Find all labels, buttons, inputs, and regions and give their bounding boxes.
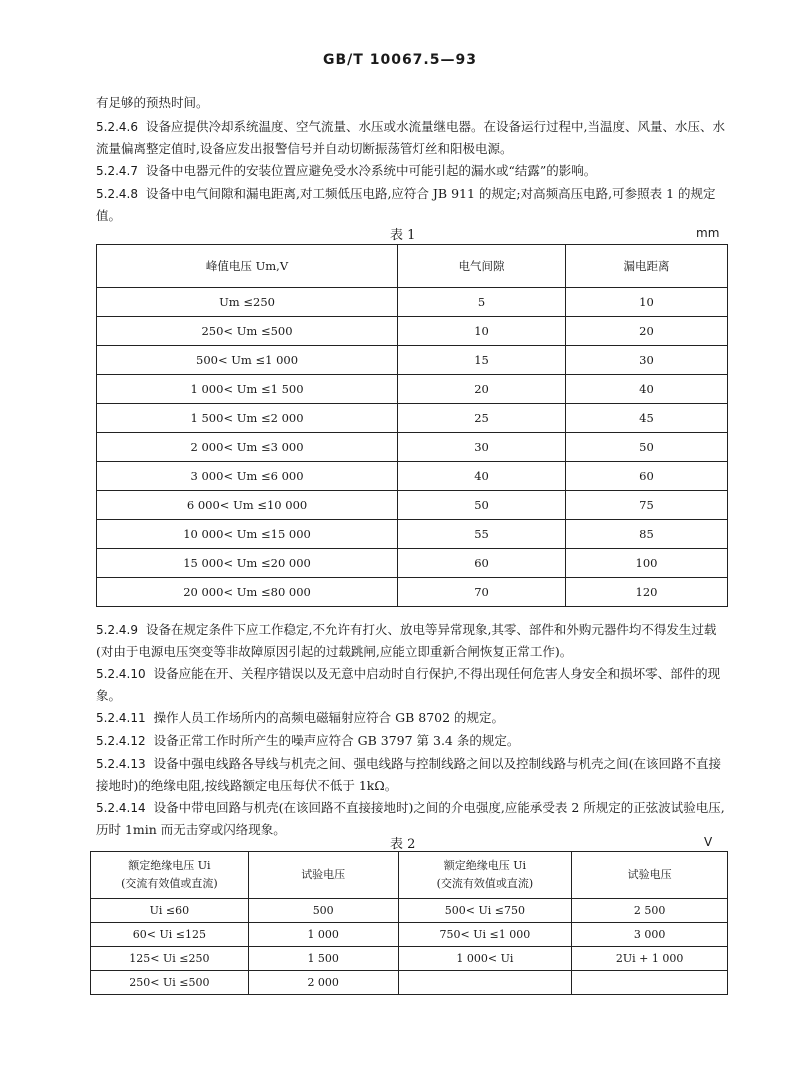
column-header	[398, 852, 572, 899]
table-cell: 500	[248, 899, 398, 923]
column-header: 峰值电压 Um,V	[97, 245, 398, 288]
table2-unit: V	[704, 835, 713, 849]
clause-text: 设备中带电回路与机壳(在该回路不直接接地时)之间的介电强度,应能承受表 2 所规定的正弦波试验电压,历时 1min 而无击穿或闪络现象。	[96, 800, 725, 837]
table-cell: 250< Ui ≤500	[91, 971, 249, 995]
table-cell: 50	[398, 491, 566, 520]
column-header: 试验电压	[248, 852, 398, 899]
clause-text: 设备正常工作时所产生的噪声应符合 GB 3797 第 3.4 条的规定。	[153, 733, 520, 748]
header-line: (交流有效值或直流)	[436, 877, 534, 890]
clause-5-2-4-10	[96, 663, 728, 707]
table-cell	[398, 971, 572, 995]
table-cell: 2 500	[572, 899, 728, 923]
table-row	[97, 578, 728, 607]
clause-number: 5.2.4.6	[96, 120, 138, 134]
table-cell: 45	[565, 404, 727, 433]
table-row	[91, 923, 728, 947]
clause-5-2-4-13	[96, 753, 728, 797]
table-row	[91, 899, 728, 923]
table-row	[91, 971, 728, 995]
table-cell: 1 500< Um ≤2 000	[97, 404, 398, 433]
table-cell: 500< Ui ≤750	[398, 899, 572, 923]
clause-5-2-4-9	[96, 619, 728, 663]
table-cell: 60	[565, 462, 727, 491]
table-row	[97, 404, 728, 433]
clause-text: 设备中电器元件的安装位置应避免受水冷系统中可能引起的漏水或“结露”的影响。	[145, 163, 597, 178]
table-cell: 120	[565, 578, 727, 607]
table-cell: 3 000	[572, 923, 728, 947]
table-cell: 250< Um ≤500	[97, 317, 398, 346]
clearance-table	[96, 244, 728, 607]
table-row	[97, 549, 728, 578]
table-cell: 1 000< Ui	[398, 947, 572, 971]
column-header: 试验电压	[572, 852, 728, 899]
table-cell: 20 000< Um ≤80 000	[97, 578, 398, 607]
clause-text: 操作人员工作场所内的高频电磁辐射应符合 GB 8702 的规定。	[153, 710, 505, 725]
column-header: 漏电距离	[565, 245, 727, 288]
table-cell: 55	[398, 520, 566, 549]
table-cell: 15 000< Um ≤20 000	[97, 549, 398, 578]
table-cell: 1 000< Um ≤1 500	[97, 375, 398, 404]
table-row	[97, 520, 728, 549]
table-header-row	[97, 245, 728, 288]
table-row	[97, 288, 728, 317]
table-row	[97, 346, 728, 375]
clause-number: 5.2.4.8	[96, 187, 138, 201]
table-row	[97, 375, 728, 404]
table-cell: 40	[398, 462, 566, 491]
header-line: (交流有效值或直流)	[121, 877, 218, 890]
clause-number: 5.2.4.12	[96, 734, 146, 748]
table1-caption: 表 1	[390, 228, 416, 243]
table-cell: 2 000< Um ≤3 000	[97, 433, 398, 462]
table-cell: 6 000< Um ≤10 000	[97, 491, 398, 520]
table-cell: 60	[398, 549, 566, 578]
table-cell: 30	[398, 433, 566, 462]
table1-unit: mm	[696, 226, 720, 240]
table-cell: 60< Ui ≤125	[91, 923, 249, 947]
table-cell: Ui ≤60	[91, 899, 249, 923]
table-cell: 50	[565, 433, 727, 462]
table-cell: 125< Ui ≤250	[91, 947, 249, 971]
clause-5-2-4-6	[96, 116, 728, 160]
table-row	[97, 491, 728, 520]
table-row	[97, 462, 728, 491]
table-cell: 20	[398, 375, 566, 404]
clause-text: 设备应提供冷却系统温度、空气流量、水压或水流量继电器。在设备运行过程中,当温度、风量、水压、水流量偏离整定值时,设备应发出报警信号并自动切断振荡管灯丝和阳极电源。	[96, 119, 725, 156]
table2-caption: 表 2	[390, 837, 416, 852]
table-cell: 2 000	[248, 971, 398, 995]
table-cell: 5	[398, 288, 566, 317]
table-cell: 10	[565, 288, 727, 317]
clause-text: 设备中电气间隙和漏电距离,对工频低压电路,应符合 JB 911 的规定;对高频高压电路,可参照表 1 的规定值。	[96, 186, 716, 223]
header-line: 额定绝缘电压 Ui	[128, 859, 211, 872]
table-cell: 25	[398, 404, 566, 433]
table-cell: 100	[565, 549, 727, 578]
table-cell: 75	[565, 491, 727, 520]
header-line: 额定绝缘电压 Ui	[443, 859, 527, 872]
clause-number: 5.2.4.7	[96, 164, 138, 178]
clause-number: 5.2.4.9	[96, 623, 138, 637]
table-row	[97, 317, 728, 346]
table-cell: 1 000	[248, 923, 398, 947]
table-cell: 40	[565, 375, 727, 404]
clause-5-2-4-7	[96, 160, 728, 182]
test-voltage-table	[90, 851, 728, 995]
clause-5-2-4-12	[96, 730, 728, 752]
column-header	[91, 852, 249, 899]
clause-number: 5.2.4.14	[96, 801, 146, 815]
table-cell: 1 500	[248, 947, 398, 971]
table-cell: 30	[565, 346, 727, 375]
table-cell: 20	[565, 317, 727, 346]
table-cell: 10 000< Um ≤15 000	[97, 520, 398, 549]
table-cell: 70	[398, 578, 566, 607]
clause-text: 设备应能在开、关程序错误以及无意中启动时自行保护,不得出现任何危害人身安全和损坏零、部件的现象。	[96, 666, 721, 703]
clause-text: 设备在规定条件下应工作稳定,不允许有打火、放电等异常现象,其零、部件和外购元器件均不得发生过载(对由于电源电压突变等非故障原因引起的过载跳闸,应能立即重新合闸恢复正常工作)。	[96, 622, 717, 659]
table-cell: 85	[565, 520, 727, 549]
clause-5-2-4-8	[96, 183, 728, 227]
table-cell	[572, 971, 728, 995]
table-header-row	[91, 852, 728, 899]
table-cell: 2Ui + 1 000	[572, 947, 728, 971]
table-cell: 15	[398, 346, 566, 375]
table-cell: Um ≤250	[97, 288, 398, 317]
clause-text: 设备中强电线路各导线与机壳之间、强电线路与控制线路之间以及控制线路与机壳之间(在该回路不直接接地时)的绝缘电阻,按线路额定电压每伏不低于 1kΩ。	[96, 756, 722, 793]
column-header: 电气间隙	[398, 245, 566, 288]
table-cell: 10	[398, 317, 566, 346]
table-cell: 3 000< Um ≤6 000	[97, 462, 398, 491]
table-cell: 750< Ui ≤1 000	[398, 923, 572, 947]
clause-number: 5.2.4.10	[96, 667, 146, 681]
clause-number: 5.2.4.13	[96, 757, 146, 771]
table-cell: 500< Um ≤1 000	[97, 346, 398, 375]
clause-number: 5.2.4.11	[96, 711, 146, 725]
clause-5-2-4-11	[96, 707, 728, 729]
paragraph-continuation	[96, 92, 728, 114]
table-row	[91, 947, 728, 971]
standard-header: GB/T 10067.5—93	[323, 52, 477, 68]
table-row	[97, 433, 728, 462]
paragraph-text: 有足够的预热时间。	[96, 95, 209, 110]
